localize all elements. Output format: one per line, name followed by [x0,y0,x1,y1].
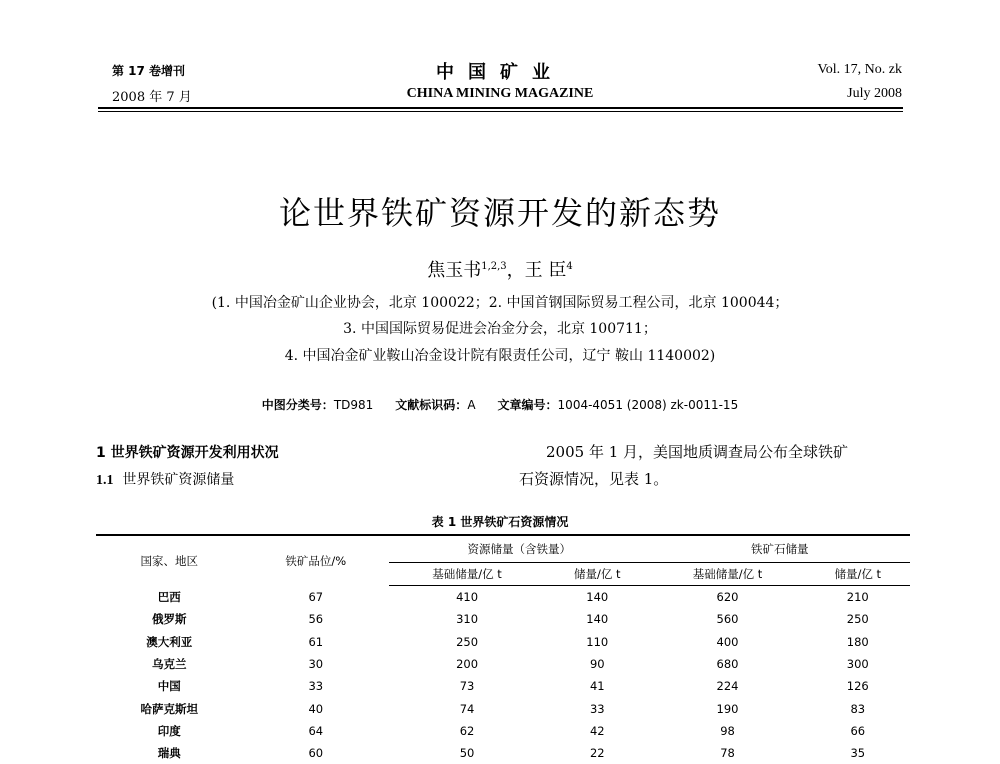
author-2: ，王 臣 [506,260,567,281]
cell-value: 680 [716,657,739,672]
cell-region: 哈萨克斯坦 [140,701,198,716]
table-row [96,631,910,653]
table-row [96,697,910,719]
cell-value: 64 [308,723,324,738]
journal-name-en: CHINA MINING MAGAZINE [406,86,594,101]
table-row [96,608,910,630]
journal-date-cn: 2008 年 7 月 [112,90,192,105]
subsection-title: 世界铁矿资源储量 [122,472,235,488]
cell-value: 35 [850,746,866,761]
cell-value: 190 [716,701,739,716]
cell-value: 140 [586,590,609,605]
cell-value: 620 [716,590,739,605]
cell-value: 61 [308,634,324,649]
clc-label: 中图分类号： [261,398,334,412]
header-base-reserve-1: 基础储量/亿 t [389,563,545,586]
cell-value: 110 [586,634,609,649]
cell-value: 22 [589,746,605,761]
table-row [96,675,910,697]
cell-value: 33 [589,701,605,716]
cell-value: 560 [716,612,739,627]
iron-ore-table [96,534,910,764]
affiliation-line: (1. 中国冶金矿山企业协会，北京 100022；2. 中国首钢国际贸易工程公司，北京 100044； [211,295,789,311]
author-1: 焦玉书 [427,260,482,281]
cell-value: 42 [589,723,605,738]
cell-value: 40 [308,701,324,716]
cell-value: 56 [308,612,324,627]
cell-value: 210 [846,590,869,605]
header-base-reserve-2: 基础储量/亿 t [650,563,806,586]
cell-value: 310 [456,612,479,627]
affiliation-line: 4. 中国冶金矿业鞍山冶金设计院有限责任公司，辽宁 鞍山 1140002) [284,348,716,364]
cell-region: 巴西 [157,589,181,604]
cell-value: 90 [589,657,605,672]
cell-value: 180 [846,634,869,649]
table-caption: 表 1 世界铁矿石资源情况 [431,515,569,529]
cell-value: 250 [456,634,479,649]
cell-region: 瑞典 [157,746,181,761]
cell-value: 73 [459,679,475,694]
author-2-affil: 4 [566,261,573,272]
article-title: 论世界铁矿资源开发的新态势 [278,194,721,232]
cell-region: 澳大利亚 [146,634,193,649]
cell-value: 41 [589,679,605,694]
cell-value: 66 [850,723,866,738]
journal-issue: 第 17 卷增刊 [112,64,186,78]
cell-value: 200 [456,657,479,672]
header-grade: 铁矿品位/% [285,553,347,568]
cell-value: 60 [308,746,324,761]
table-row [96,653,910,675]
cell-value: 224 [716,679,739,694]
cell-value: 300 [846,657,869,672]
author-line [0,256,1000,282]
subsection-number: 1.1 [96,473,114,488]
cell-region: 中国 [157,679,181,694]
cell-value: 62 [459,723,475,738]
body-text-line: 2005 年 1 月，美国地质调查局公布全球铁矿 [546,443,849,461]
subsection-heading [96,469,234,489]
cell-region: 乌克兰 [152,657,187,672]
cell-value: 30 [308,657,324,672]
cell-value: 410 [456,590,479,605]
cell-value: 98 [720,723,735,738]
header-reserve-2: 储量/亿 t [806,563,910,586]
article-id-label: 文章编号： [497,398,558,412]
author-1-affil: 1,2,3 [481,261,507,272]
table-row [96,586,910,609]
header-rule-thick [98,107,903,109]
clc-value: TD981 [333,398,374,412]
header-rule-thin [98,111,903,112]
cell-value: 74 [459,701,475,716]
journal-name-cn: 中国矿业 [436,62,564,83]
journal-date-en: July 2008 [847,86,902,101]
header-ore-group: 铁矿石储量 [650,535,911,563]
journal-volume: Vol. 17, No. zk [817,62,902,77]
article-id-value: 1004-4051 (2008) zk-0011-15 [557,398,739,412]
header-resource-group: 资源储量（含铁量） [389,535,649,563]
body-text-line: 石资源情况，见表 1。 [519,470,669,488]
doc-code-label: 文献标识码： [395,398,468,412]
cell-value: 140 [586,612,609,627]
header-region: 国家、地区 [140,553,198,568]
cell-value: 250 [846,612,869,627]
cell-value: 67 [308,589,324,604]
doc-code-value: A [467,398,476,412]
table-row [96,720,910,742]
cell-value: 50 [459,746,475,761]
section-heading: 1 世界铁矿资源开发利用状况 [96,445,279,461]
cell-value: 400 [716,634,739,649]
cell-region: 印度 [157,723,181,738]
cell-value: 83 [850,701,866,716]
cell-region: 俄罗斯 [152,612,187,627]
table-row [96,742,910,764]
cell-value: 78 [720,746,735,761]
cell-value: 126 [846,679,869,694]
cell-value: 33 [308,679,324,694]
header-reserve-1: 储量/亿 t [545,563,649,586]
affiliation-line: 3. 中国国际贸易促进会冶金分会，北京 100711； [343,321,657,337]
article-metadata [0,396,1000,413]
